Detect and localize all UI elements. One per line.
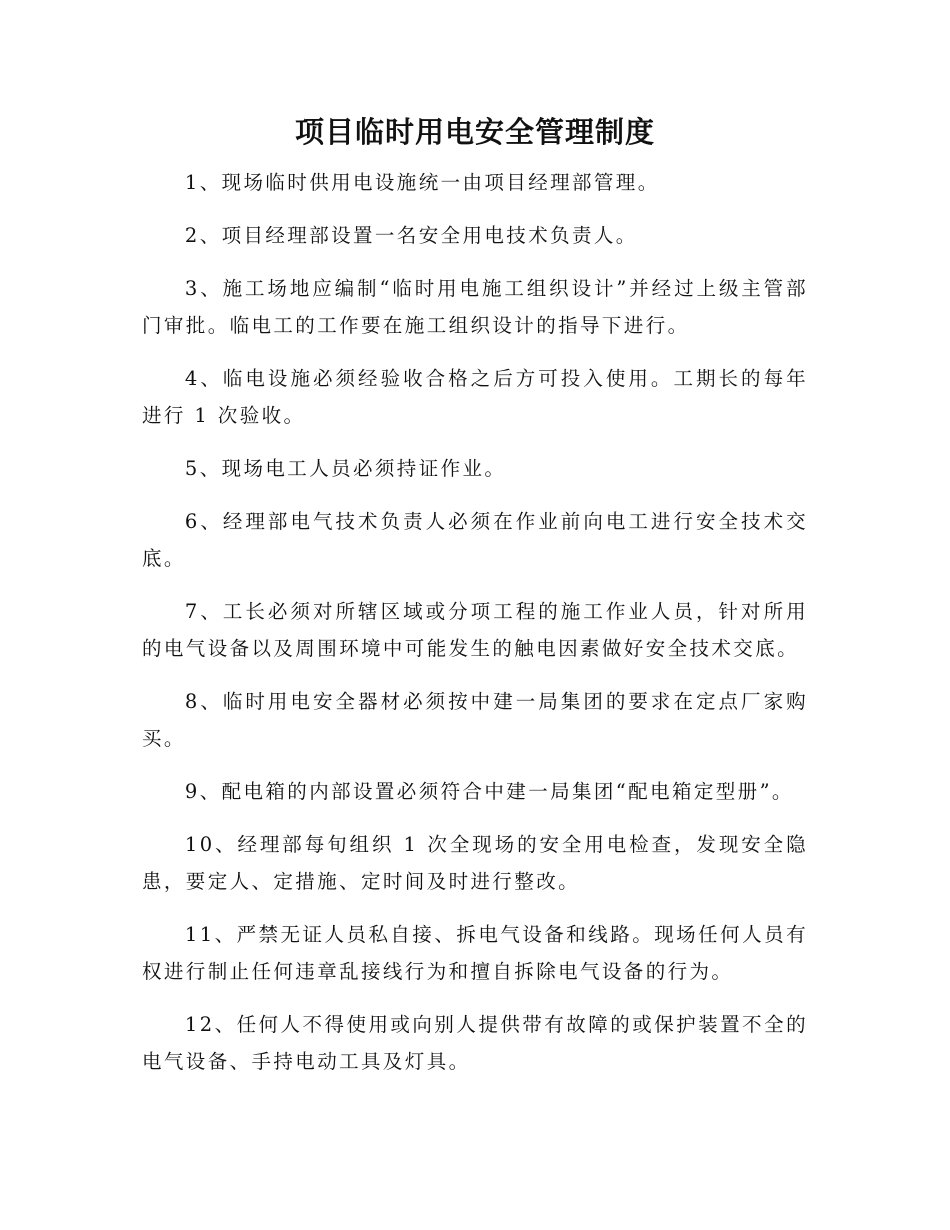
paragraph-6: 6、经理部电气技术负责人必须在作业前向电工进行安全技术交底。 — [142, 510, 808, 570]
paragraph-11: 11、严禁无证人员私自接、拆电气设备和线路。现场任何人员有权进行制止任何违章乱接线行为和擅自拆除电气设备的行为。 — [142, 923, 808, 983]
paragraph-10: 10、经理部每旬组织 1 次全现场的安全用电检查，发现安全隐患，要定人、定措施、定时间及时进行整改。 — [142, 833, 808, 893]
document-body — [142, 164, 808, 1096]
document-title: 项目临时用电安全管理制度 — [294, 115, 655, 149]
paragraph-12: 12、任何人不得使用或向别人提供带有故障的或保护装置不全的电气设备、手持电动工具及灯具。 — [142, 1013, 808, 1073]
paragraph-3: 3、施工场地应编制“临时用电施工组织设计”并经过上级主管部门审批。临电工的工作要在施工组织设计的指导下进行。 — [142, 277, 808, 337]
paragraph-8: 8、临时用电安全器材必须按中建一局集团的要求在定点厂家购买。 — [142, 690, 808, 750]
paragraph-5: 5、现场电工人员必须持证作业。 — [184, 457, 507, 480]
paragraph-4: 4、临电设施必须经验收合格之后方可投入使用。工期长的每年进行 1 次验收。 — [142, 367, 808, 427]
paragraph-1: 1、现场临时供用电设施统一由项目经理部管理。 — [184, 171, 660, 194]
paragraph-2: 2、项目经理部设置一名安全用电技术负责人。 — [184, 224, 638, 247]
paragraph-9: 9、配电箱的内部设置必须符合中建一局集团“配电箱定型册”。 — [184, 780, 794, 803]
paragraph-7: 7、工长必须对所辖区域或分项工程的施工作业人员，针对所用的电气设备以及周围环境中可能发生的触电因素做好安全技术交底。 — [142, 600, 808, 660]
